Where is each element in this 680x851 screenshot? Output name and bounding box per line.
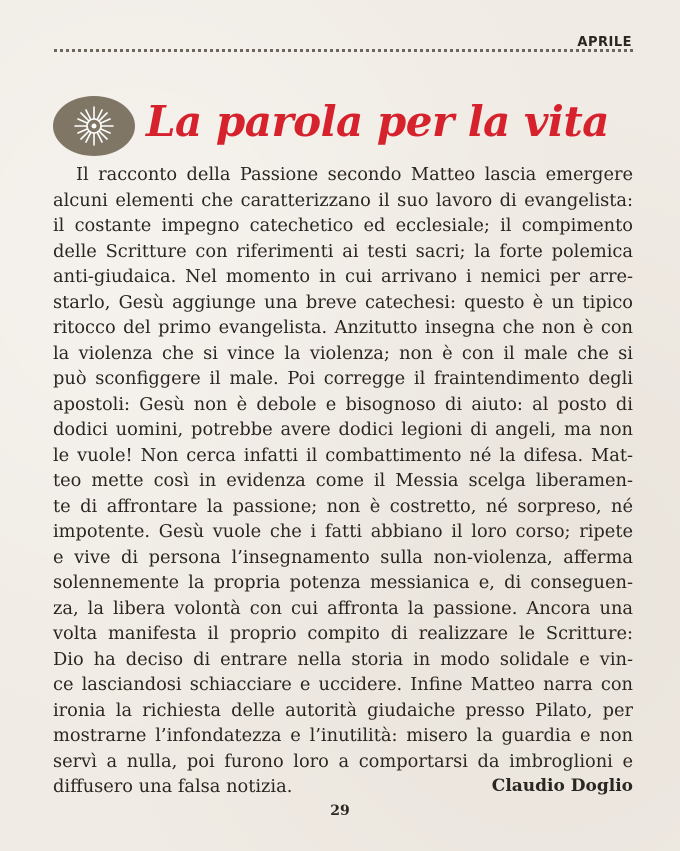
title-emblem bbox=[53, 96, 135, 156]
body-line: delle Scritture con riferimenti ai testi sacri; la forte polemica bbox=[53, 240, 633, 262]
body-line-last-text: diffusero una falsa notizia. bbox=[53, 776, 293, 797]
body-line: ironia la richiesta delle autorità giudaiche presso Pilato, per bbox=[53, 699, 633, 721]
body-line: apostoli: Gesù non è debole e bisognoso di aiuto: al posto di bbox=[53, 393, 633, 415]
body-line: Dio ha deciso di entrare nella storia in modo solidale e vin- bbox=[53, 648, 633, 670]
page-title: La parola per la vita bbox=[146, 97, 609, 146]
author-signature: Claudio Doglio bbox=[491, 776, 633, 796]
body-line: impotente. Gesù vuole che i fatti abbiano il loro corso; ripete bbox=[53, 521, 633, 542]
body-line: servì a nulla, poi furono loro a comportarsi da imbroglioni e bbox=[53, 750, 633, 772]
star-burst-icon bbox=[53, 96, 135, 156]
body-line: ce lasciandosi schiacciare e uccidere. Infine Matteo narra con bbox=[53, 674, 633, 695]
body-line: starlo, Gesù aggiunge una breve catechesi: questo è un tipico bbox=[53, 291, 633, 313]
month-header: APRILE bbox=[577, 35, 632, 50]
body-line: volta manifesta il proprio compito di realizzare le Scritture: bbox=[53, 623, 633, 644]
body-line: dodici uomini, potrebbe avere dodici legioni di angeli, ma non bbox=[53, 419, 633, 440]
article-body bbox=[53, 162, 633, 800]
body-line: la violenza che si vince la violenza; non è con il male che si bbox=[53, 342, 633, 364]
body-line: anti-giudaica. Nel momento in cui arrivano i nemici per arre- bbox=[53, 266, 633, 287]
body-line: mostrarne l’infondatezza e l’inutilità: misero la guardia e non bbox=[53, 725, 633, 746]
body-line: le vuole! Non cerca infatti il combattimento né la difesa. Mat- bbox=[53, 444, 633, 466]
body-line: e vive di persona l’insegnamento sulla non-violenza, afferma bbox=[53, 546, 633, 568]
body-line: può sconfiggere il male. Poi corregge il fraintendimento degli bbox=[53, 368, 633, 389]
body-line: teo mette così in evidenza come il Messia scelga liberamen- bbox=[53, 470, 633, 491]
body-line: te di affrontare la passione; non è costretto, né sorpreso, né bbox=[53, 495, 633, 517]
body-line: solennemente la propria potenza messianica e, di conseguen- bbox=[53, 572, 633, 593]
body-line: ritocco del primo evangelista. Anzitutto insegna che non è con bbox=[53, 317, 633, 338]
body-line: il costante impegno catechetico ed ecclesiale; il compimento bbox=[53, 215, 633, 236]
body-line: Il racconto della Passione secondo Matteo lascia emergere bbox=[76, 164, 633, 185]
body-line: alcuni elementi che caratterizzano il suo lavoro di evangelista: bbox=[53, 189, 633, 211]
body-line: za, la libera volontà con cui affronta la passione. Ancora una bbox=[53, 597, 633, 619]
page-number: 29 bbox=[330, 803, 350, 819]
body-line-last bbox=[53, 774, 633, 800]
header-dotted-rule bbox=[54, 49, 633, 52]
